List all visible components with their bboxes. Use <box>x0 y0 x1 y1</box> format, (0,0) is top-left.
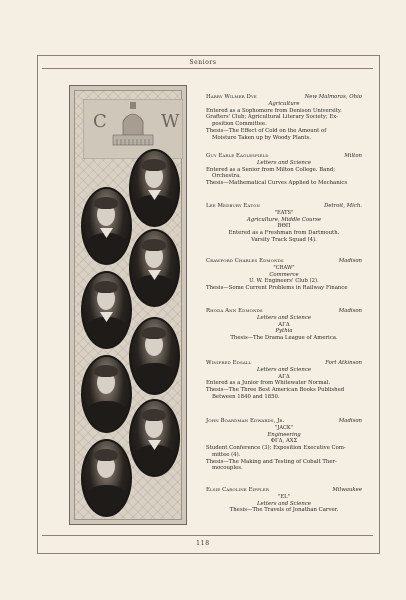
header-rule <box>42 68 373 69</box>
svg-text:C: C <box>93 111 107 132</box>
entry-hometown: Milwaukee <box>332 487 362 493</box>
entry-line: Grafters' Club; Agricultural Literary Society; Ex- <box>206 114 338 121</box>
entry-line: mittee (4). <box>212 451 241 458</box>
entry-hometown: Milton <box>344 153 362 159</box>
entry-nickname: "EATS" <box>274 210 294 216</box>
entry-crawford-edmonds <box>206 258 362 292</box>
entry-hometown: Madison <box>338 258 362 264</box>
entry-line: Thesis—The Effect of Cold on the Amount of <box>206 127 327 134</box>
entry-line: mocouples. <box>212 465 243 472</box>
entry-fraternity: ΑΓΔ <box>278 321 290 328</box>
entry-hometown: Fort Atkinson <box>325 360 362 366</box>
entry-line: Entered as a Senior from Milton College. Band; <box>206 166 335 173</box>
entry-line: Student Conference (3); Exposition Executive Com- <box>206 445 346 452</box>
footer-rule <box>42 535 373 536</box>
entry-rhoda-edmonds <box>206 308 362 342</box>
entry-line: Orchestra. <box>212 173 241 180</box>
entry-course: Commerce <box>269 271 299 278</box>
entry-edwards <box>206 418 362 472</box>
page-number: 118 <box>196 540 210 547</box>
page-header: Seniors <box>189 59 217 66</box>
entry-fraternity: ΒΘΠ <box>277 223 291 230</box>
portrait-5 <box>129 317 180 395</box>
entry-course: Letters and Science <box>256 315 312 321</box>
portrait-panel <box>69 85 187 525</box>
entry-name: Winifred Edsall <box>206 360 252 366</box>
entry-name: John Boardman Edwards, Jr. <box>206 418 285 424</box>
entry-course: Letters and Science <box>256 367 312 373</box>
entry-hometown: Madison <box>338 308 362 314</box>
entry-dye <box>206 94 362 141</box>
portrait-4 <box>81 271 132 349</box>
entry-line: Thesis—The Three Best American Books Published <box>206 387 345 394</box>
entry-name: Guy Earle Eaglesfield <box>206 153 269 159</box>
entry-eaton <box>206 203 362 244</box>
entry-course: Agriculture <box>268 101 300 107</box>
entry-name: Elsie Caroline Eiffler <box>206 487 269 493</box>
entry-line: Moisture Taken up by Woody Plants. <box>212 134 311 141</box>
entry-name: Crawford Charles Edmonds <box>206 258 284 264</box>
entry-eiffler <box>206 487 362 514</box>
entry-society: Pythia <box>275 328 293 335</box>
entry-edsall <box>206 360 362 401</box>
entry-line: Entered as a Sophomore from Denison University. <box>206 107 342 114</box>
capitol-building-illustration <box>83 99 183 159</box>
entry-line: Entered as a Junior from Whitewater Normal. <box>206 380 331 387</box>
portrait-3 <box>129 229 180 307</box>
entry-course: Letters and Science <box>256 500 312 507</box>
entry-line: Thesis—Mathematical Curves Applied to Mechanics <box>206 180 348 187</box>
svg-text:W: W <box>161 111 180 132</box>
entry-fraternity: ΑΓΔ <box>278 373 290 380</box>
portrait-8 <box>81 439 132 517</box>
portrait-7 <box>129 399 180 477</box>
entry-nickname: "CRAW" <box>273 265 295 271</box>
entry-name: Lee Medbury Eaton <box>206 203 260 209</box>
entry-nickname: "JACK" <box>274 425 294 431</box>
entry-line: Thesis—The Travels of Jonathan Carver. <box>229 507 339 514</box>
portrait-6 <box>81 355 132 433</box>
entry-hometown: Detroit, Mich. <box>324 203 362 209</box>
entry-course: Letters and Science <box>256 160 312 166</box>
entry-line: Thesis—Some Current Problems in Railway Finance <box>206 285 348 292</box>
entry-line: Varsity Track Squad (4). <box>251 236 317 243</box>
entry-nickname: "EL" <box>278 494 290 500</box>
entry-name: Rhoda Ann Edmonds <box>206 308 263 314</box>
entry-line: Entered as a Freshman from Dartmouth. <box>228 230 340 237</box>
portrait-2 <box>81 187 132 265</box>
entry-line: Thesis—The Drama League of America. <box>230 335 338 342</box>
portrait-1 <box>129 149 180 227</box>
entry-name: Harry Wilmer Dye <box>206 94 257 100</box>
entry-line: position Committee. <box>212 121 267 128</box>
entry-course: Engineering <box>267 431 301 438</box>
entry-line: Between 1840 and 1850. <box>212 393 280 400</box>
entry-eaglesfield <box>206 153 362 187</box>
entry-line: Thesis—The Making and Testing of Cobalt Ther- <box>206 458 337 465</box>
entry-hometown: New Malmoras, Ohio <box>304 94 362 100</box>
entry-line: U. W. Engineers' Club (2). <box>249 278 319 285</box>
entry-hometown: Madison <box>338 418 362 424</box>
entry-fraternity: ΦΓΔ, ΑΧΣ <box>270 438 298 445</box>
panel-ornament <box>74 90 182 520</box>
entry-course: Agriculture, Middle Course <box>246 216 322 223</box>
